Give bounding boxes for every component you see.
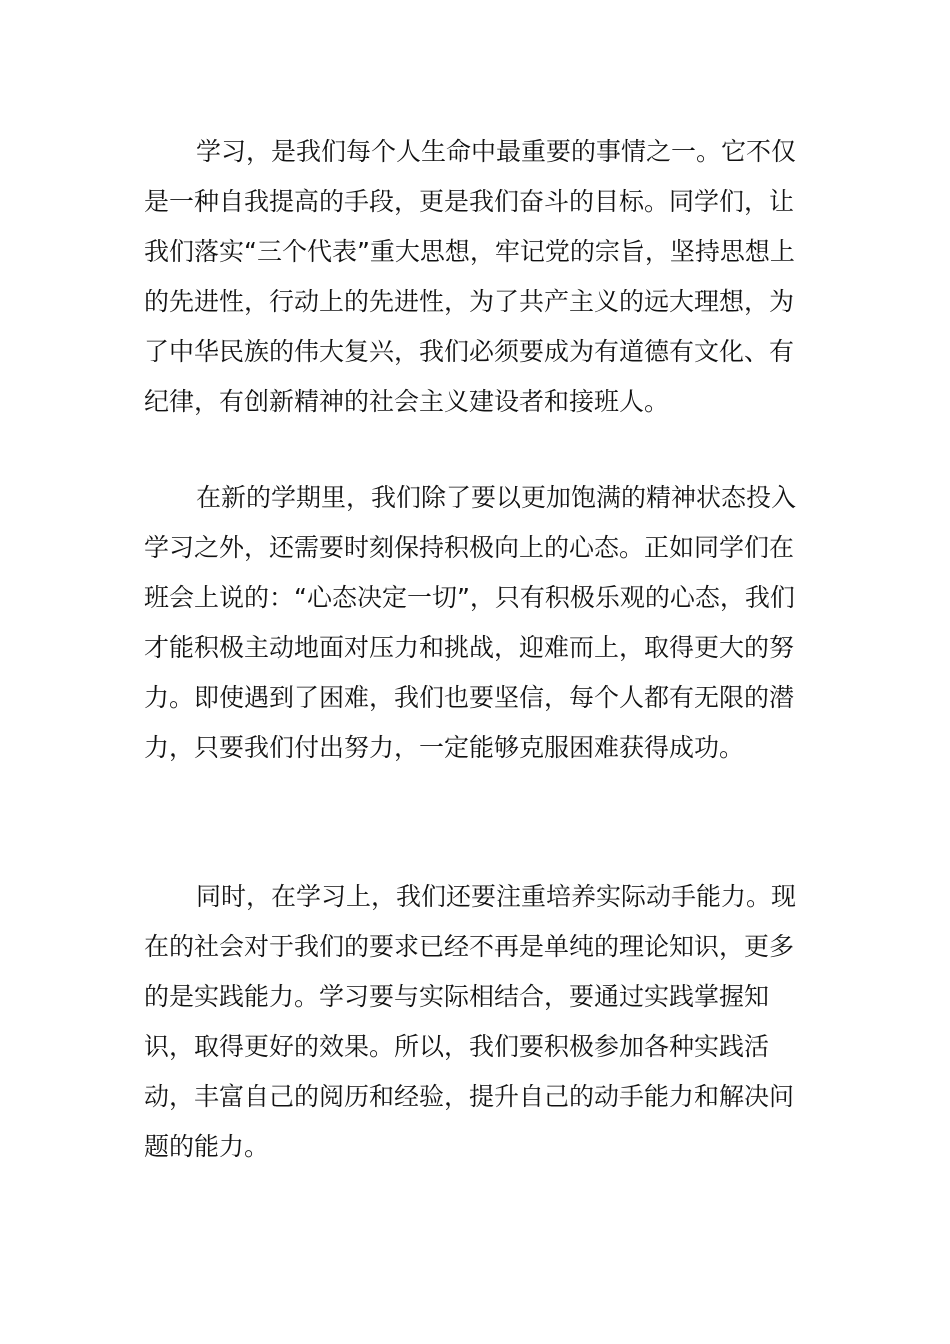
paragraph-1: 学习，是我们每个人生命中最重要的事情之一。它不仅是一种自我提高的手段，更是我们奋斗的目标。同学们，让我们落实“三个代表”重大思想，牢记党的宗旨，坚持思想上的先进性，行动上的先进性，为了共产主义的远大理想，为了中华民族的伟大复兴，我们必须要成为有道德有文化、有纪律，有创新精神的社会主义建设者和接班人。	[144, 137, 797, 416]
paragraph-2: 在新的学期里，我们除了要以更加饱满的精神状态投入学习之外，还需要时刻保持积极向上的心态。正如同学们在班会上说的：“心态决定一切”，只有积极乐观的心态，我们才能积极主动地面对压力和挑战，迎难而上，取得更大的努力。即使遇到了困难，我们也要坚信，每个人都有无限的潜力，只要我们付出努力，一定能够克服困难获得成功。	[144, 483, 797, 762]
paragraph-3: 同时，在学习上，我们还要注重培养实际动手能力。现在的社会对于我们的要求已经不再是单纯的理论知识，更多的是实践能力。学习要与实际相结合，要通过实践掌握知识，取得更好的效果。所以，我们要积极参加各种实践活动，丰富自己的阅历和经验，提升自己的动手能力和解决问题的能力。	[144, 882, 797, 1161]
